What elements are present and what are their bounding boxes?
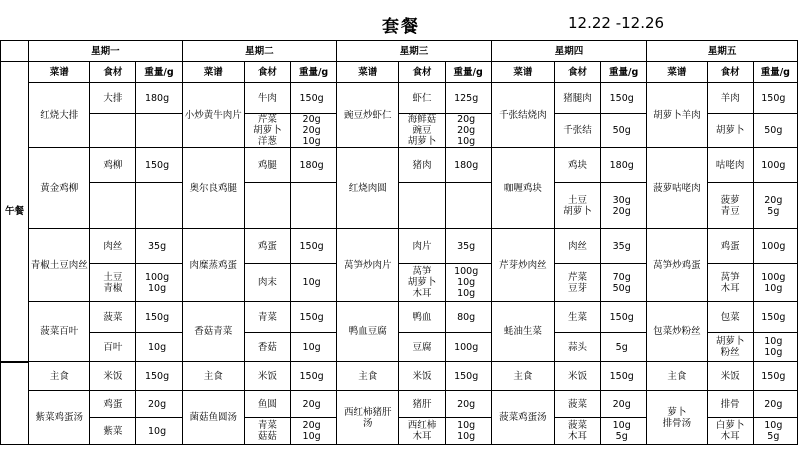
weight: 20g 5g [753,183,797,229]
date-range: 12.22 -12.26 [568,14,665,32]
ingredient: 蒜头 [554,333,600,362]
dish-name: 主食 [647,362,707,391]
weight: 150g [601,302,647,333]
ingredient: 芹菜 胡萝卜 洋葱 [244,114,290,148]
weight: 150g [136,362,182,391]
ingredient: 咕咾肉 [707,148,753,183]
weight: 20g [753,391,797,418]
dish-name: 菌菇鱼圆汤 [182,391,244,445]
ingredient: 百叶 [90,333,136,362]
ingredient: 米饭 [554,362,600,391]
ingredient: 包菜 [707,302,753,333]
weight: 150g [291,302,337,333]
ingredient: 紫菜 [90,418,136,445]
column-header: 食材 [399,62,445,83]
day-header: 星期四 [491,41,647,62]
ingredient: 鸡蛋 [244,229,290,264]
ingredient: 鸡块 [554,148,600,183]
dish-name: 咖喱鸡块 [491,148,554,229]
column-header: 食材 [244,62,290,83]
dish-name: 主食 [182,362,244,391]
corner-cell [1,41,29,62]
ingredient [90,114,136,148]
weight: 100g 10g [136,264,182,302]
dish-name: 红烧大排 [29,83,90,148]
ingredient: 米饭 [399,362,445,391]
ingredient: 鸭血 [399,302,445,333]
dish-name: 黄金鸡柳 [29,148,90,229]
weight [291,183,337,229]
weight: 180g [136,83,182,114]
ingredient: 鸡腿 [244,148,290,183]
weight: 70g 50g [601,264,647,302]
weight: 10g 5g [753,418,797,445]
dish-name: 莴笋炒鸡蛋 [647,229,707,302]
weight: 10g 5g [601,418,647,445]
dish-name: 主食 [491,362,554,391]
dish-name: 千张结烧肉 [491,83,554,148]
column-header: 重量/g [445,62,491,83]
weight: 180g [601,148,647,183]
ingredient: 胡萝卜 [707,114,753,148]
weight: 20g [601,391,647,418]
column-header: 食材 [707,62,753,83]
ingredient: 排骨 [707,391,753,418]
dish-name: 莴笋炒肉片 [337,229,399,302]
column-header: 重量/g [136,62,182,83]
column-header: 食材 [554,62,600,83]
weight: 100g 10g [753,264,797,302]
ingredient: 猪肝 [399,391,445,418]
ingredient: 米饭 [90,362,136,391]
ingredient: 青菜 [244,302,290,333]
dish-name: 主食 [29,362,90,391]
weight: 35g [136,229,182,264]
dish-name: 西红柿猪肝 汤 [337,391,399,445]
weight: 10g [136,418,182,445]
ingredient: 鱼圆 [244,391,290,418]
weight: 150g [136,302,182,333]
weight: 10g [291,264,337,302]
dish-name: 菠菜百叶 [29,302,90,362]
ingredient: 土豆 青椒 [90,264,136,302]
section-blank [1,362,29,445]
weight: 150g [291,229,337,264]
weight: 150g [445,362,491,391]
weight: 10g 10g [445,418,491,445]
dish-name: 萝卜 排骨汤 [647,391,707,445]
column-header: 菜谱 [29,62,90,83]
weight: 100g [753,148,797,183]
weight: 100g [753,229,797,264]
ingredient: 海鲜菇 豌豆 胡萝卜 [399,114,445,148]
weight: 30g 20g [601,183,647,229]
weight: 150g [753,83,797,114]
page-title: 套餐 [382,17,420,37]
weight: 20g [291,391,337,418]
ingredient: 土豆 胡萝卜 [554,183,600,229]
ingredient: 猪腿肉 [554,83,600,114]
dish-name: 主食 [337,362,399,391]
ingredient: 菠菜 木耳 [554,418,600,445]
weight: 150g [136,148,182,183]
dish-name: 香菇青菜 [182,302,244,362]
dish-name: 豌豆炒虾仁 [337,83,399,148]
weight: 180g [291,148,337,183]
dish-name: 胡萝卜羊肉 [647,83,707,148]
ingredient: 鸡蛋 [707,229,753,264]
ingredient [244,183,290,229]
day-header: 星期二 [182,41,337,62]
ingredient [399,183,445,229]
dish-name: 肉糜蒸鸡蛋 [182,229,244,302]
dish-name: 红烧肉圆 [337,148,399,229]
ingredient: 菠菜 [90,302,136,333]
weight [445,183,491,229]
column-header: 菜谱 [337,62,399,83]
ingredient: 菠萝 青豆 [707,183,753,229]
ingredient: 西红柿 木耳 [399,418,445,445]
weight [136,114,182,148]
column-header: 食材 [90,62,136,83]
lunch-label: 午餐 [1,62,29,362]
ingredient: 鸡蛋 [90,391,136,418]
dish-name: 青椒土豆肉丝 [29,229,90,302]
weight: 20g 20g 10g [445,114,491,148]
dish-name: 鸭血豆腐 [337,302,399,362]
ingredient: 肉丝 [90,229,136,264]
ingredient: 青菜 菇菇 [244,418,290,445]
ingredient: 生菜 [554,302,600,333]
weight: 150g [291,83,337,114]
dish-name: 蚝油生菜 [491,302,554,362]
menu-body [1,41,798,445]
dish-name: 芹芽炒肉丝 [491,229,554,302]
ingredient: 肉末 [244,264,290,302]
weight: 100g 10g 10g [445,264,491,302]
weight: 20g 20g 10g [291,114,337,148]
weight: 80g [445,302,491,333]
weight: 50g [601,114,647,148]
column-header: 重量/g [291,62,337,83]
ingredient: 大排 [90,83,136,114]
weight: 150g [753,362,797,391]
ingredient: 莴笋 胡萝卜 木耳 [399,264,445,302]
dish-name: 紫菜鸡蛋汤 [29,391,90,445]
weight: 10g 10g [753,333,797,362]
weight: 35g [445,229,491,264]
day-header: 星期一 [29,41,183,62]
weight: 180g [445,148,491,183]
ingredient: 千张结 [554,114,600,148]
ingredient: 羊肉 [707,83,753,114]
ingredient: 豆腐 [399,333,445,362]
ingredient: 白萝卜 木耳 [707,418,753,445]
weight: 5g [601,333,647,362]
weight: 50g [753,114,797,148]
menu-table [0,40,798,445]
weight: 100g [445,333,491,362]
weight: 20g [445,391,491,418]
weight: 125g [445,83,491,114]
weight: 10g [291,333,337,362]
weight: 20g 10g [291,418,337,445]
day-header: 星期三 [337,41,492,62]
ingredient: 鸡柳 [90,148,136,183]
ingredient: 肉片 [399,229,445,264]
column-header: 重量/g [753,62,797,83]
dish-name: 菠萝咕咾肉 [647,148,707,229]
ingredient: 芹菜 豆芽 [554,264,600,302]
weight: 150g [291,362,337,391]
weight: 10g [136,333,182,362]
ingredient: 胡萝卜 粉丝 [707,333,753,362]
column-header: 菜谱 [491,62,554,83]
weight: 150g [601,362,647,391]
ingredient: 牛肉 [244,83,290,114]
ingredient: 莴笋 木耳 [707,264,753,302]
ingredient: 虾仁 [399,83,445,114]
weight: 20g [136,391,182,418]
ingredient: 香菇 [244,333,290,362]
dish-name: 菠菜鸡蛋汤 [491,391,554,445]
column-header: 菜谱 [182,62,244,83]
ingredient [90,183,136,229]
weight: 150g [753,302,797,333]
column-header: 菜谱 [647,62,707,83]
weight: 150g [601,83,647,114]
dish-name: 奥尔良鸡腿 [182,148,244,229]
ingredient: 猪肉 [399,148,445,183]
dish-name: 包菜炒粉丝 [647,302,707,362]
weight [136,183,182,229]
day-header: 星期五 [647,41,798,62]
weight: 35g [601,229,647,264]
ingredient: 菠菜 [554,391,600,418]
ingredient: 米饭 [244,362,290,391]
dish-name: 小炒黄牛肉片 [182,83,244,148]
ingredient: 肉丝 [554,229,600,264]
ingredient: 米饭 [707,362,753,391]
column-header: 重量/g [601,62,647,83]
